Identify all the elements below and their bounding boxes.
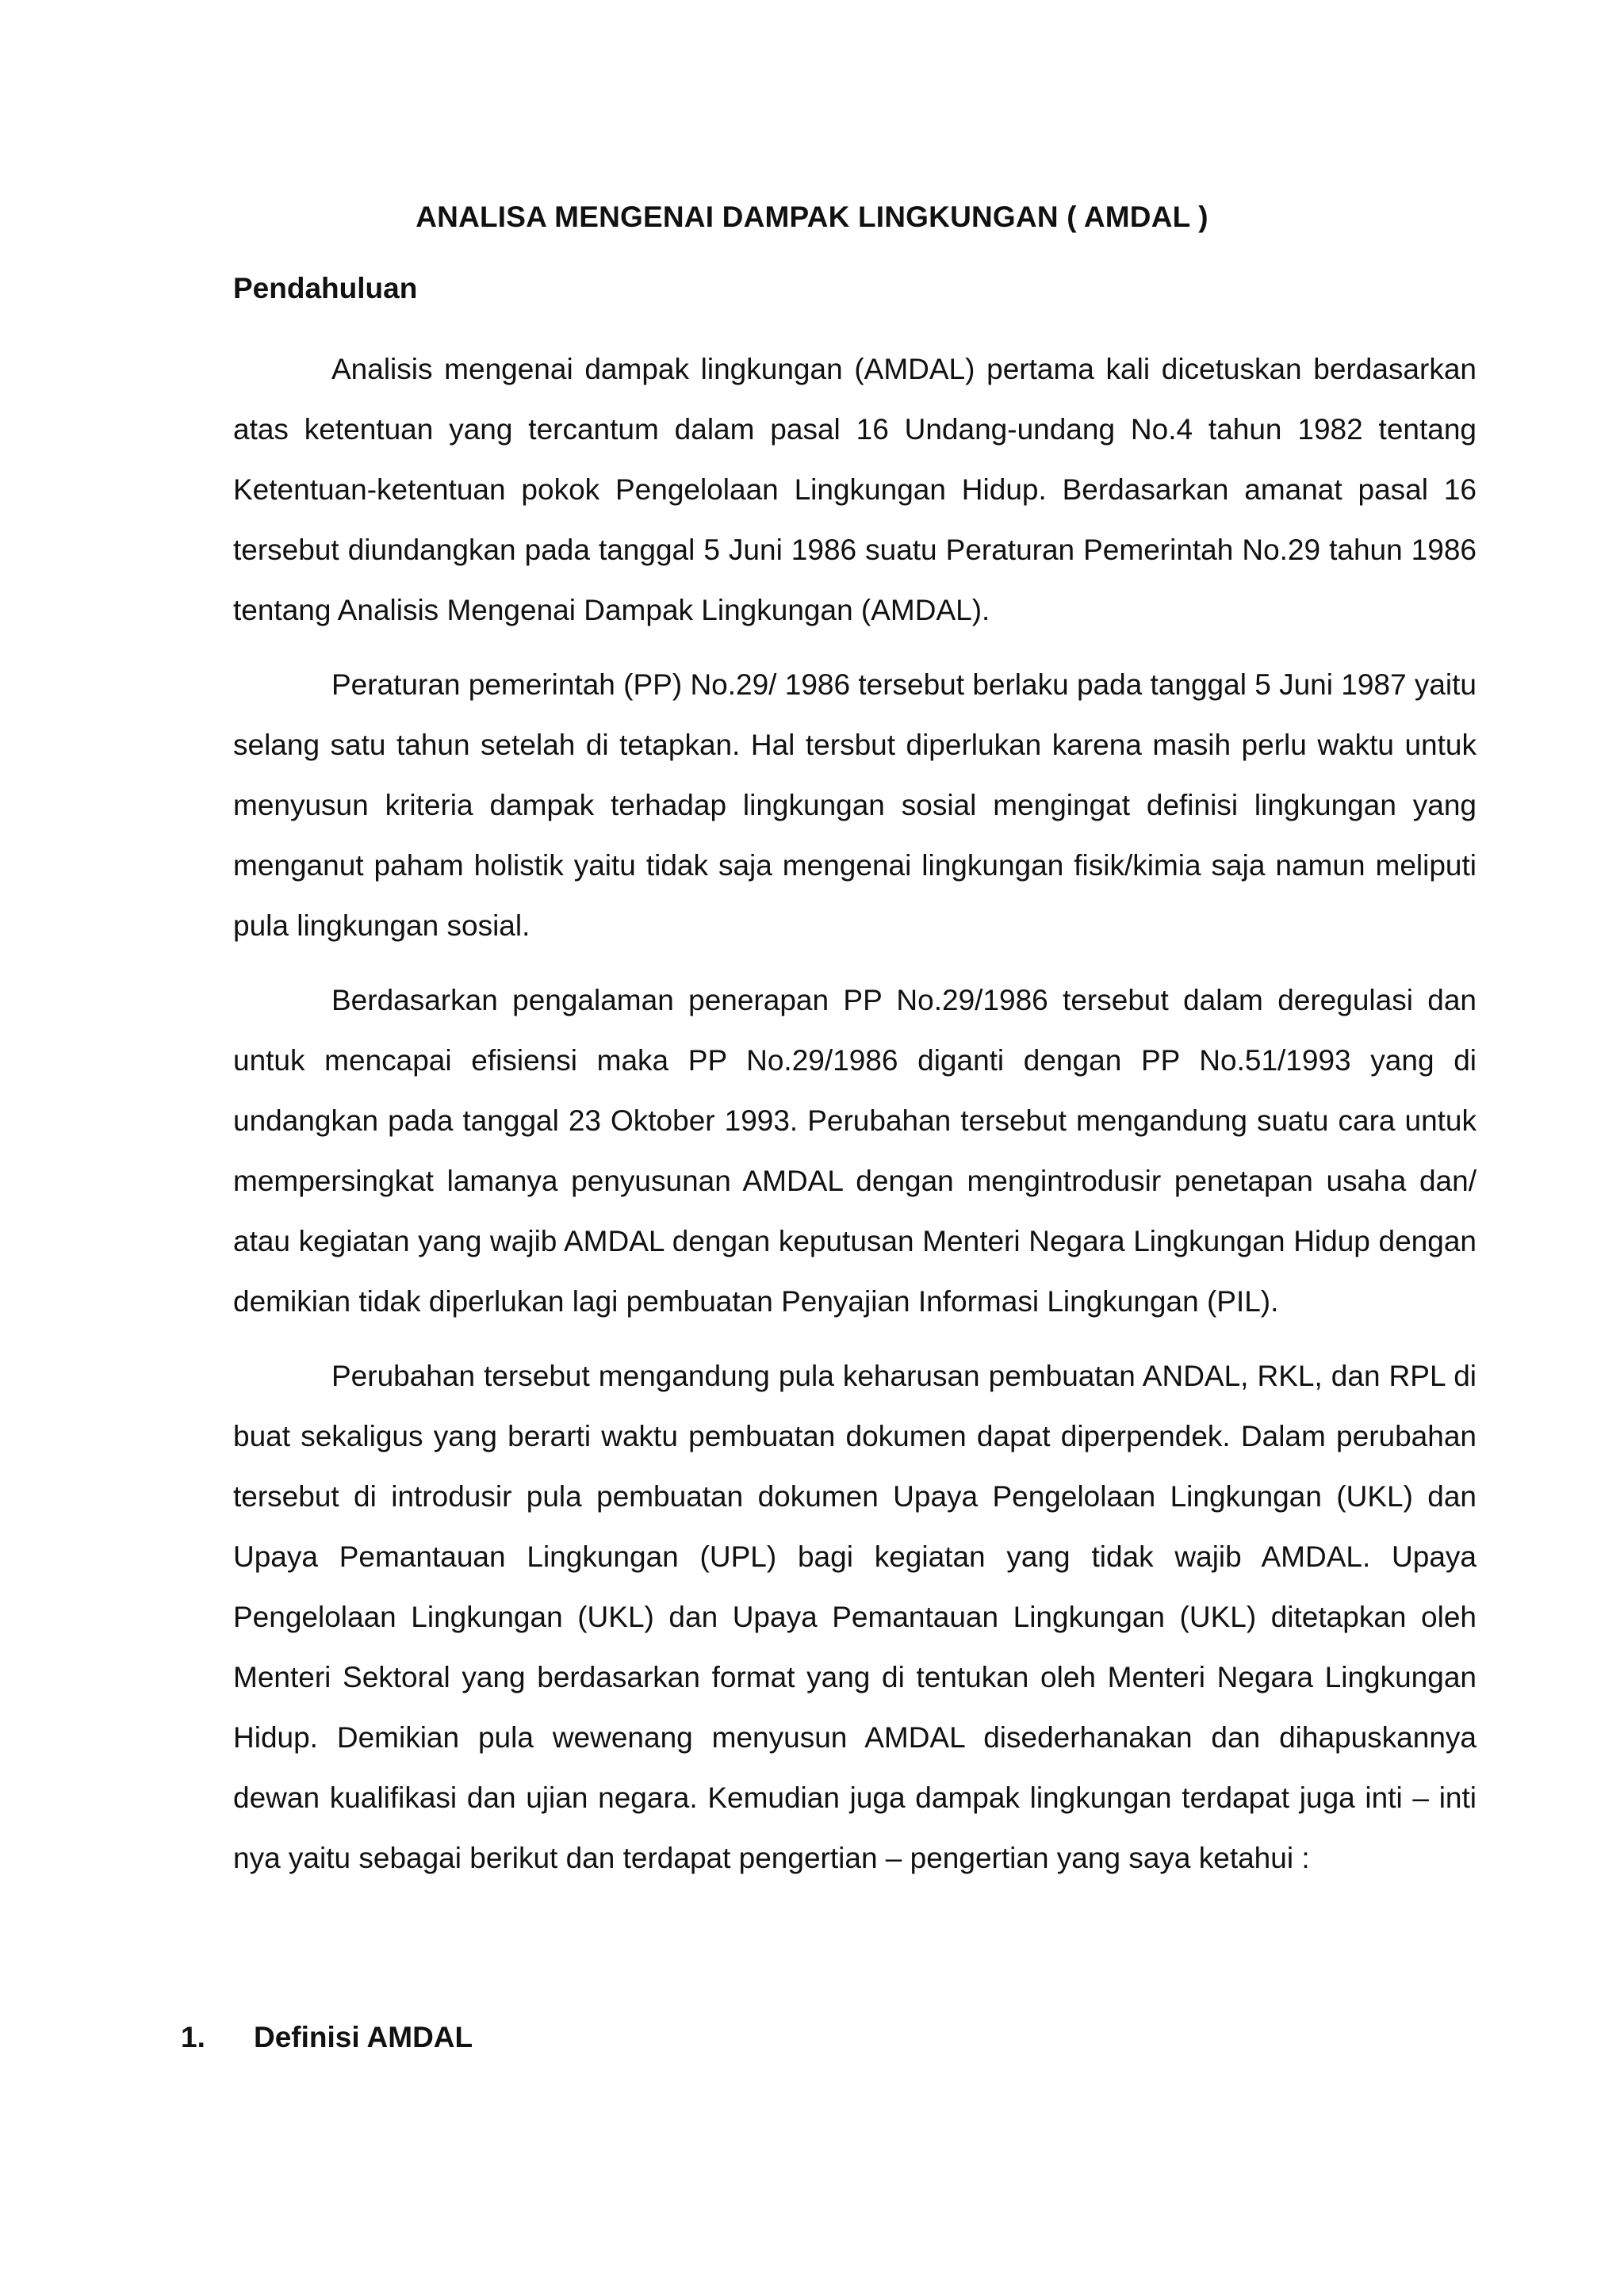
heading-label: Definisi AMDAL (254, 2021, 473, 2053)
body-text (233, 339, 1477, 1903)
paragraph-3: Berdasarkan pengalaman penerapan PP No.29/1986 tersebut dalam deregulasi dan untuk mencapai efisiensi maka PP No.29/1986 diganti dengan PP No.51/1993 yang di undangkan pada tanggal 23 Oktober 1993. Perubahan tersebut mengandung suatu cara untuk mempersingkat lamanya penyusunan AMDAL dengan mengintrodusir penetapan usaha dan/ atau kegiatan yang wajib AMDAL dengan keputusan Menteri Negara Lingkungan Hidup dengan demikian tidak diperlukan lagi pembuatan Penyajian Informasi Lingkungan (PIL). (233, 984, 1477, 1318)
paragraph-2: Peraturan pemerintah (PP) No.29/ 1986 tersebut berlaku pada tanggal 5 Juni 1987 yaitu selang satu tahun setelah di tetapkan. Hal tersbut diperlukan karena masih perlu waktu untuk menyusun kriteria dampak terhadap lingkungan sosial mengingat definisi lingkungan yang menganut paham holistik yaitu tidak saja mengenai lingkungan fisik/kimia saja namun meliputi pula lingkungan sosial. (233, 668, 1477, 942)
heading-number: 1. (181, 2021, 205, 2053)
numbered-heading-definisi-amdal (181, 2014, 473, 2061)
paragraph-1: Analisis mengenai dampak lingkungan (AMDAL) pertama kali dicetuskan berdasarkan atas ketentuan yang tercantum dalam pasal 16 Undang-undang No.4 tahun 1982 tentang Ketentuan-ketentuan pokok Pengelolaan Lingkungan Hidup. Berdasarkan amanat pasal 16 tersebut diundangkan pada tanggal 5 Juni 1986 suatu Peraturan Pemerintah No.29 tahun 1986 tentang Analisis Mengenai Dampak Lingkungan (AMDAL). (233, 353, 1477, 626)
section-heading-pendahuluan: Pendahuluan (233, 272, 418, 304)
document-title: ANALISA MENGENAI DAMPAK LINGKUNGAN ( AMDAL ) (416, 201, 1208, 233)
paragraph-4: Perubahan tersebut mengandung pula keharusan pembuatan ANDAL, RKL, dan RPL di buat sekaligus yang berarti waktu pembuatan dokumen dapat diperpendek. Dalam perubahan tersebut di introdusir pula pembuatan dokumen Upaya Pengelolaan Lingkungan (UKL) dan Upaya Pemantauan Lingkungan (UPL) bagi kegiatan yang tidak wajib AMDAL. Upaya Pengelolaan Lingkungan (UKL) dan Upaya Pemantauan Lingkungan (UKL) ditetapkan oleh Menteri Sektoral yang berdasarkan format yang di tentukan oleh Menteri Negara Lingkungan Hidup. Demikian pula wewenang menyusun AMDAL disederhanakan dan dihapuskannya dewan kualifikasi dan ujian negara. Kemudian juga dampak lingkungan terdapat juga inti – inti nya yaitu sebagai berikut dan terdapat pengertian – pengertian yang saya ketahui : (233, 1360, 1477, 1874)
